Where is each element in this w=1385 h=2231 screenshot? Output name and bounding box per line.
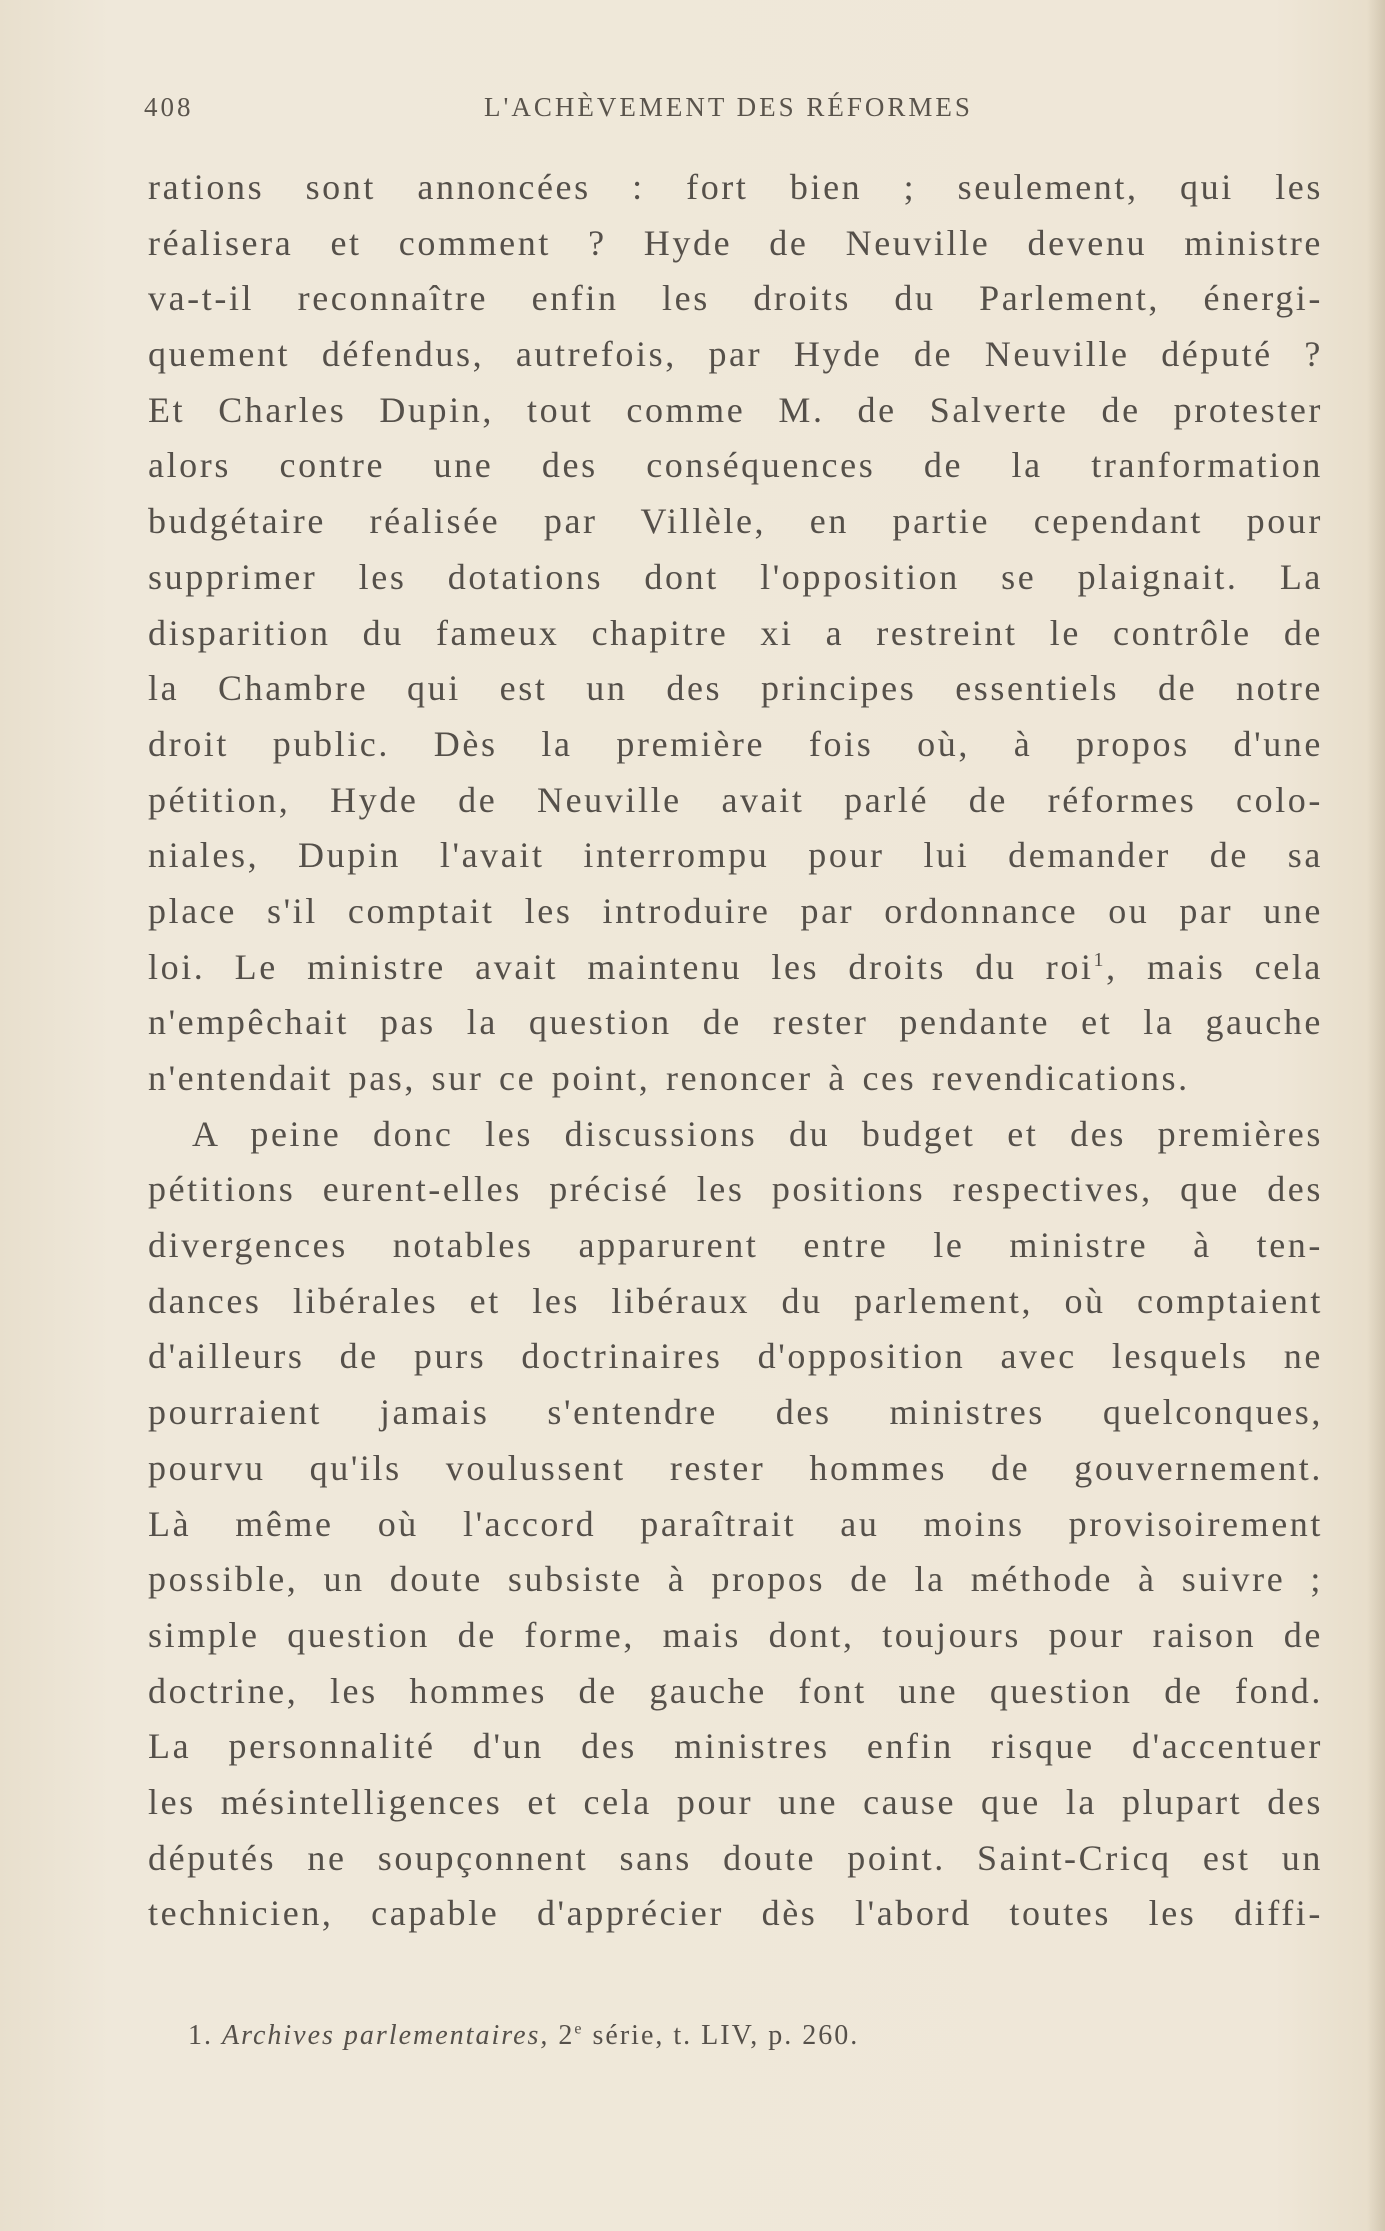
text-line: simple question de forme, mais dont, toujours pour raison de: [148, 1614, 1323, 1655]
text-line: disparition du fameux chapitre xi a restreint le contrôle de: [148, 612, 1323, 653]
text-line: niales, Dupin l'avait interrompu pour lui demander de sa: [148, 835, 1323, 876]
running-head: L'ACHÈVEMENT DES RÉFORMES: [484, 92, 973, 122]
text-line: la Chambre qui est un des principes essentiels de notre: [148, 668, 1323, 709]
text-line: Et Charles Dupin, tout comme M. de Salverte de protester: [148, 389, 1323, 430]
text-line: technicien, capable d'apprécier dès l'abord toutes les diffi-: [148, 1893, 1323, 1934]
text-line: place s'il comptait les introduire par ordonnance ou par une: [148, 890, 1323, 931]
footnote-reference: 1: [1093, 948, 1107, 971]
text-line: rations sont annoncées : fort bien ; seulement, qui les: [148, 167, 1323, 207]
text-line: budgétaire réalisée par Villèle, en partie cependant pour: [148, 501, 1323, 542]
text-line: n'entendait pas, sur ce point, renoncer à ces revendications.: [148, 1058, 1190, 1098]
body-text: [148, 160, 1323, 1942]
text-line: réalisera et comment ? Hyde de Neuville devenu ministre: [148, 222, 1323, 263]
footnote-source-title: Archives parlementaires,: [222, 2020, 550, 2051]
text-line: les mésintelligences et cela pour une cause que la plupart des: [148, 1781, 1323, 1822]
text-line: droit public. Dès la première fois où, à propos d'une: [148, 723, 1323, 764]
text-line: A peine donc les discussions du budget et des premières: [192, 1113, 1323, 1154]
text-line-head: loi. Le ministre avait maintenu les droits du roi: [148, 946, 1094, 987]
text-line: possible, un doute subsiste à propos de la méthode à suivre ;: [148, 1559, 1323, 1600]
text-line: députés ne soupçonnent sans doute point. Saint-Cricq est un: [148, 1837, 1323, 1878]
text-line-with-note: [148, 940, 1323, 996]
text-line: alors contre une des conséquences de la tranformation: [148, 445, 1323, 486]
footnote-series-number: 2: [558, 2020, 575, 2051]
page-edge-shadow: [1367, 0, 1385, 2231]
footnote-rest: série, t. LIV, p. 260.: [583, 2020, 860, 2051]
text-line: n'empêchait pas la question de rester pendante et la gauche: [148, 1002, 1323, 1043]
text-line: doctrine, les hommes de gauche font une question de fond.: [148, 1670, 1323, 1711]
footnote-number: 1.: [188, 2020, 213, 2051]
text-line: pourvu qu'ils voulussent rester hommes de gouvernement.: [148, 1447, 1323, 1488]
text-line: La personnalité d'un des ministres enfin risque d'accentuer: [148, 1726, 1323, 1767]
text-line: va-t-il reconnaître enfin les droits du Parlement, énergi-: [148, 278, 1323, 319]
footnote: [188, 2020, 859, 2052]
page-number: 408: [144, 92, 194, 122]
text-line: pétitions eurent-elles précisé les positions respectives, que des: [148, 1169, 1323, 1210]
text-line: pétition, Hyde de Neuville avait parlé de réformes colo-: [148, 779, 1323, 820]
page-header: [144, 92, 1324, 132]
footnote-series-superscript: e: [574, 2020, 584, 2038]
text-line: pourraient jamais s'entendre des ministres quelconques,: [148, 1392, 1323, 1433]
text-line: supprimer les dotations dont l'opposition se plaignait. La: [148, 556, 1323, 597]
text-line: Là même où l'accord paraîtrait au moins provisoirement: [148, 1503, 1323, 1544]
text-line: quement défendus, autrefois, par Hyde de Neuville député ?: [148, 334, 1323, 375]
text-line-tail: , mais cela: [1106, 946, 1323, 987]
text-line: divergences notables apparurent entre le ministre à ten-: [148, 1225, 1323, 1266]
text-line: d'ailleurs de purs doctrinaires d'opposition avec lesquels ne: [148, 1336, 1323, 1377]
text-line: dances libérales et les libéraux du parlement, où comptaient: [148, 1280, 1323, 1321]
